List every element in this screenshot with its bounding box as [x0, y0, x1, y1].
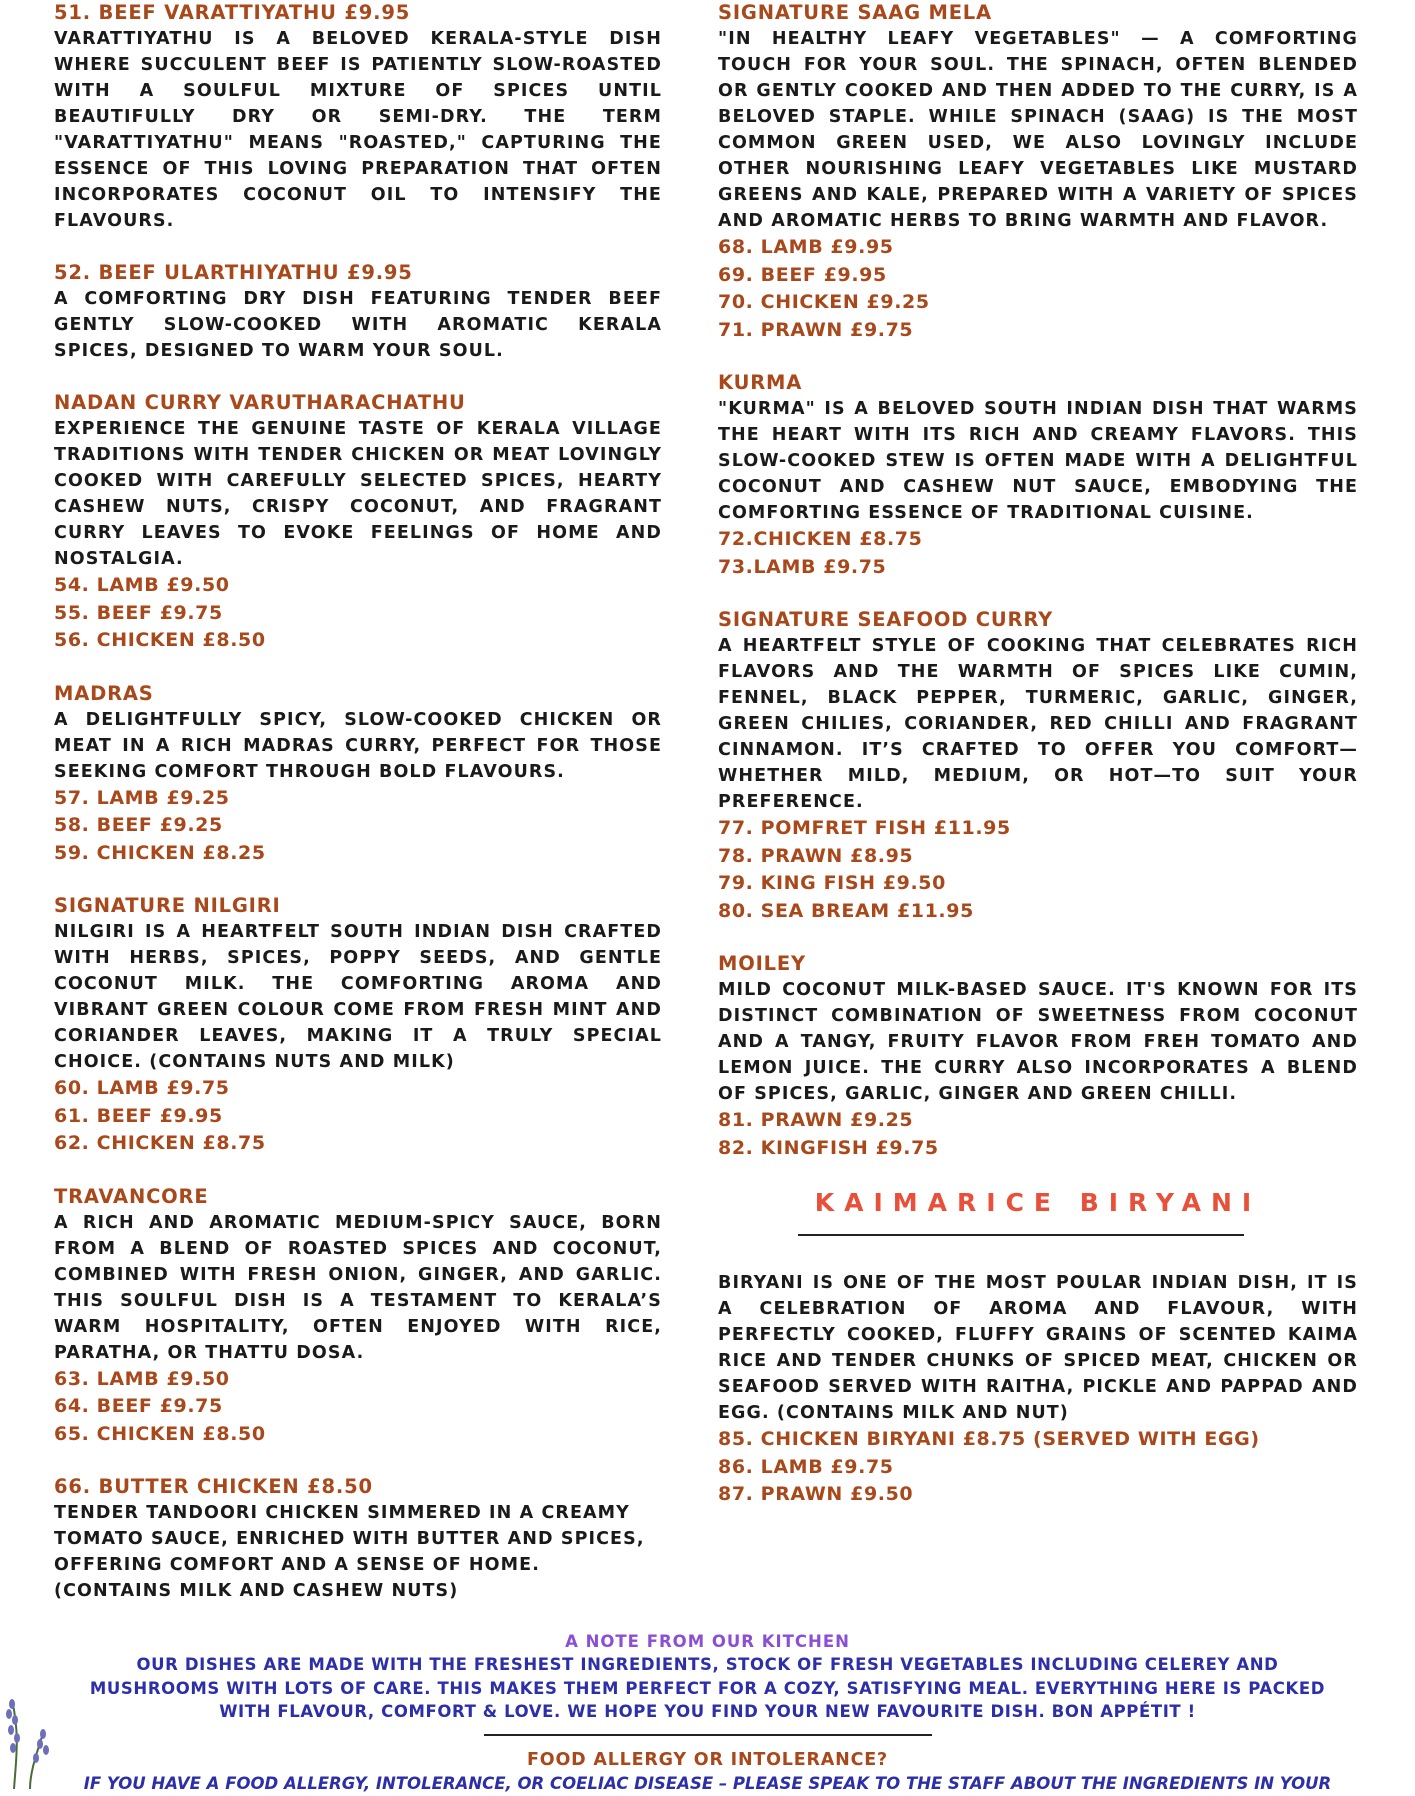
menu-section-signature-seafood-curry: [718, 607, 1358, 925]
menu-item-price: 73.LAMB £9.75: [718, 555, 887, 578]
menu-section-signature-nilgiri: [54, 893, 662, 1158]
menu-item-price: 85. CHICKEN BIRYANI £8.75 (SERVED WITH EGG): [718, 1428, 1260, 1450]
menu-item-price: 77. POMFRET FISH £11.95: [718, 817, 1011, 839]
menu-item-price: 82. KINGFISH £9.75: [718, 1136, 939, 1159]
section-description: "IN HEALTHY LEAFY VEGETABLES" — A COMFORTING TOUCH FOR YOUR SOUL. THE SPINACH, OFTEN BLENDED OR GENTLY COOKED AND THEN ADDED TO THE CURRY, IS A BELOVED STAPLE. WHILE SPINACH (SAAG) IS THE MOST COMMON GREEN USED, WE ALSO LOVINGLY INCLUDE OTHER NOURISHING LEAFY VEGETABLES LIKE MUSTARD GREENS AND KALE, PREPARED WITH A VARIETY OF SPICES AND AROMATIC HERBS TO BRING WARMTH AND FLAVOR.: [718, 29, 1358, 231]
menu-item-price: 80. SEA BREAM £11.95: [718, 899, 974, 922]
menu-item-price: 62. CHICKEN £8.75: [54, 1132, 266, 1154]
menu-item-price: 78. PRAWN £8.95: [718, 844, 914, 867]
menu-item-price: 87. PRAWN £9.50: [718, 1483, 914, 1505]
section-title: 66. BUTTER CHICKEN £8.50: [54, 1475, 373, 1498]
menu-item-price: 57. LAMB £9.25: [54, 786, 230, 809]
menu-item-price: 69. BEEF £9.95: [718, 263, 887, 286]
menu-section-nadan-curry-varutharachathu: [54, 390, 662, 655]
menu-item-price: 71. PRAWN £9.75: [718, 318, 914, 341]
footer-divider: [484, 1734, 932, 1736]
section-title: MADRAS: [54, 681, 154, 705]
note-body: OUR DISHES ARE MADE WITH THE FRESHEST INGREDIENTS, STOCK OF FRESH VEGETABLES INCLUDING CELEREY AND MUSHROOMS WITH LOTS OF CARE. THIS MAKES THEM PERFECT FOR A COZY, SATISFYING MEAL. EVERYTHING HERE IS PACKED WITH FLAVOUR, COMFORT & LOVE. WE HOPE YOU FIND YOUR NEW FAVOURITE DISH. BON APPÉTIT !: [89, 1655, 1326, 1721]
section-description: A DELIGHTFULLY SPICY, SLOW-COOKED CHICKEN OR MEAT IN A RICH MADRAS CURRY, PERFECT FOR THOSE SEEKING COMFORT THROUGH BOLD FLAVOURS.: [54, 709, 662, 782]
menu-item-price: 70. CHICKEN £9.25: [718, 291, 930, 313]
kitchen-note-footer: [0, 1630, 1415, 1796]
menu-section-madras: [54, 681, 662, 868]
menu-section-52-beef-ularthiyathu-9-95: [54, 260, 662, 364]
menu-item-price: 56. CHICKEN £8.50: [54, 629, 266, 651]
biryani-heading: KAIMARICE BIRYANI: [814, 1188, 1262, 1217]
biryani-price-list: [718, 1426, 1358, 1509]
menu-item-price: 63. LAMB £9.50: [54, 1367, 230, 1390]
section-description: "KURMA" IS A BELOVED SOUTH INDIAN DISH THAT WARMS THE HEART WITH ITS RICH AND CREAMY FLAVORS. THIS SLOW-COOKED STEW IS OFTEN MADE WITH A DELIGHTFUL COCONUT AND CASHEW NUT SAUCE, EMBODYING THE COMFORTING ESSENCE OF TRADITIONAL CUISINE.: [718, 399, 1358, 523]
menu-item-price: 68. LAMB £9.95: [718, 236, 894, 258]
right-sections: [718, 0, 1358, 1162]
menu-column-left: [54, 0, 662, 1630]
note-title: A NOTE FROM OUR KITCHEN: [565, 1632, 850, 1651]
menu-item-price: 72.CHICKEN £8.75: [718, 528, 923, 550]
section-title: MOILEY: [718, 952, 806, 975]
section-title: TRAVANCORE: [54, 1184, 209, 1208]
biryani-section: [718, 1188, 1358, 1509]
menu-item-price: 61. BEEF £9.95: [54, 1104, 223, 1127]
menu-section-moiley: [718, 951, 1358, 1162]
section-description: A HEARTFELT STYLE OF COOKING THAT CELEBRATES RICH FLAVORS AND THE WARMTH OF SPICES LIKE CUMIN, FENNEL, BLACK PEPPER, TURMERIC, GARLIC, GINGER, GREEN CHILIES, CORIANDER, RED CHILLI AND FRAGRANT CINNAMON. IT’S CRAFTED TO OFFER YOU COMFORT—WHETHER MILD, MEDIUM, OR HOT—TO SUIT YOUR PREFERENCE.: [718, 636, 1358, 812]
menu-item-price: 65. CHICKEN £8.50: [54, 1422, 266, 1445]
section-description: NILGIRI IS A HEARTFELT SOUTH INDIAN DISH CRAFTED WITH HERBS, SPICES, POPPY SEEDS, AND GENTLE COCONUT MILK. THE COMFORTING AROMA AND VIBRANT GREEN COLOUR COME FROM FRESH MINT AND CORIANDER LEAVES, MAKING IT A TRULY SPECIAL CHOICE. (CONTAINS NUTS AND MILK): [54, 922, 662, 1072]
section-title: SIGNATURE SEAFOOD CURRY: [718, 608, 1053, 631]
section-title: 52. BEEF ULARTHIYATHU £9.95: [54, 261, 413, 284]
section-title: KURMA: [718, 371, 803, 394]
menu-section-travancore: [54, 1184, 662, 1449]
menu-section-66-butter-chicken-8-50: [54, 1474, 662, 1604]
section-title: SIGNATURE NILGIRI: [54, 894, 281, 917]
menu-item-price: 60. LAMB £9.75: [54, 1077, 230, 1099]
section-title: SIGNATURE SAAG MELA: [718, 1, 992, 24]
section-title: NADAN CURRY VARUTHARACHATHU: [54, 391, 466, 414]
menu-item-price: 58. BEEF £9.25: [54, 814, 223, 836]
menu-section-kurma: [718, 370, 1358, 581]
section-description: VARATTIYATHU IS A BELOVED KERALA-STYLE DISH WHERE SUCCULENT BEEF IS PATIENTLY SLOW-ROASTED WITH A SOULFUL MIXTURE OF SPICES UNTIL BEAUTIFULLY DRY OR SEMI-DRY. THE TERM "VARATTIYATHU" MEANS "ROASTED," CAPTURING THE ESSENCE OF THIS LOVING PREPARATION THAT OFTEN INCORPORATES COCONUT OIL TO INTENSIFY THE FLAVOURS.: [54, 29, 662, 231]
menu-section-signature-saag-mela: [718, 0, 1358, 344]
biryani-divider: [798, 1234, 1244, 1236]
section-description: TENDER TANDOORI CHICKEN SIMMERED IN A CREAMY TOMATO SAUCE, ENRICHED WITH BUTTER AND SPICES, OFFERING COMFORT AND A SENSE OF HOME. (CONTAINS MILK AND CASHEW NUTS): [54, 1503, 645, 1601]
menu-item-price: 86. LAMB £9.75: [718, 1455, 894, 1478]
section-description: A COMFORTING DRY DISH FEATURING TENDER BEEF GENTLY SLOW-COOKED WITH AROMATIC KERALA SPICES, DESIGNED TO WARM YOUR SOUL.: [54, 289, 662, 361]
section-title: 51. BEEF VARATTIYATHU £9.95: [54, 1, 411, 24]
section-description: MILD COCONUT MILK-BASED SAUCE. IT'S KNOWN FOR ITS DISTINCT COMBINATION OF SWEETNESS FROM COCONUT AND A TANGY, FRUITY FLAVOR FROM FREH TOMATO AND LEMON JUICE. THE CURRY ALSO INCORPORATES A BLEND OF SPICES, GARLIC, GINGER AND GREEN CHILLI.: [718, 980, 1358, 1104]
menu-item-price: 64. BEEF £9.75: [54, 1395, 223, 1417]
menu-item-price: 54. LAMB £9.50: [54, 574, 230, 596]
section-description: EXPERIENCE THE GENUINE TASTE OF KERALA VILLAGE TRADITIONS WITH TENDER CHICKEN OR MEAT LOVINGLY COOKED WITH CAREFULLY SELECTED SPICES, HEARTY CASHEW NUTS, CRISPY COCONUT, AND FRAGRANT CURRY LEAVES TO EVOKE FEELINGS OF HOME AND NOSTALGIA.: [54, 419, 662, 569]
biryani-description: BIRYANI IS ONE OF THE MOST POULAR INDIAN DISH, IT IS A CELEBRATION OF AROMA AND FLAVOUR, WITH PERFECTLY COOKED, FLUFFY GRAINS OF SCENTED KAIMA RICE AND TENDER CHUNKS OF SPICED MEAT, CHICKEN OR SEAFOOD SERVED WITH RAITHA, PICKLE AND PAPPAD AND EGG. (CONTAINS MILK AND NUT): [718, 1273, 1358, 1423]
menu-item-price: 59. CHICKEN £8.25: [54, 841, 266, 864]
menu-section-51-beef-varattiyathu-9-95: [54, 0, 662, 234]
menu-item-price: 55. BEEF £9.75: [54, 601, 223, 624]
lavender-sprig-icon: [0, 1690, 70, 1789]
menu-column-right: [718, 0, 1358, 1509]
menu-item-price: 79. KING FISH £9.50: [718, 872, 946, 894]
section-description: A RICH AND AROMATIC MEDIUM-SPICY SAUCE, BORN FROM A BLEND OF ROASTED SPICES AND COCONUT, COMBINED WITH FRESH ONION, GINGER, AND GARLIC. THIS SOULFUL DISH IS A TESTAMENT TO KERALA’S WARM HOSPITALITY, OFTEN ENJOYED WITH RICE, PARATHA, OR THATTU DOSA.: [54, 1212, 662, 1363]
menu-item-price: 81. PRAWN £9.25: [718, 1109, 914, 1131]
allergy-title: FOOD ALLERGY OR INTOLERANCE?: [527, 1749, 888, 1770]
allergy-body: IF YOU HAVE A FOOD ALLERGY, INTOLERANCE, OR COELIAC DISEASE – PLEASE SPEAK TO THE STAFF ABOUT THE INGREDIENTS IN YOUR: [83, 1773, 1332, 1793]
